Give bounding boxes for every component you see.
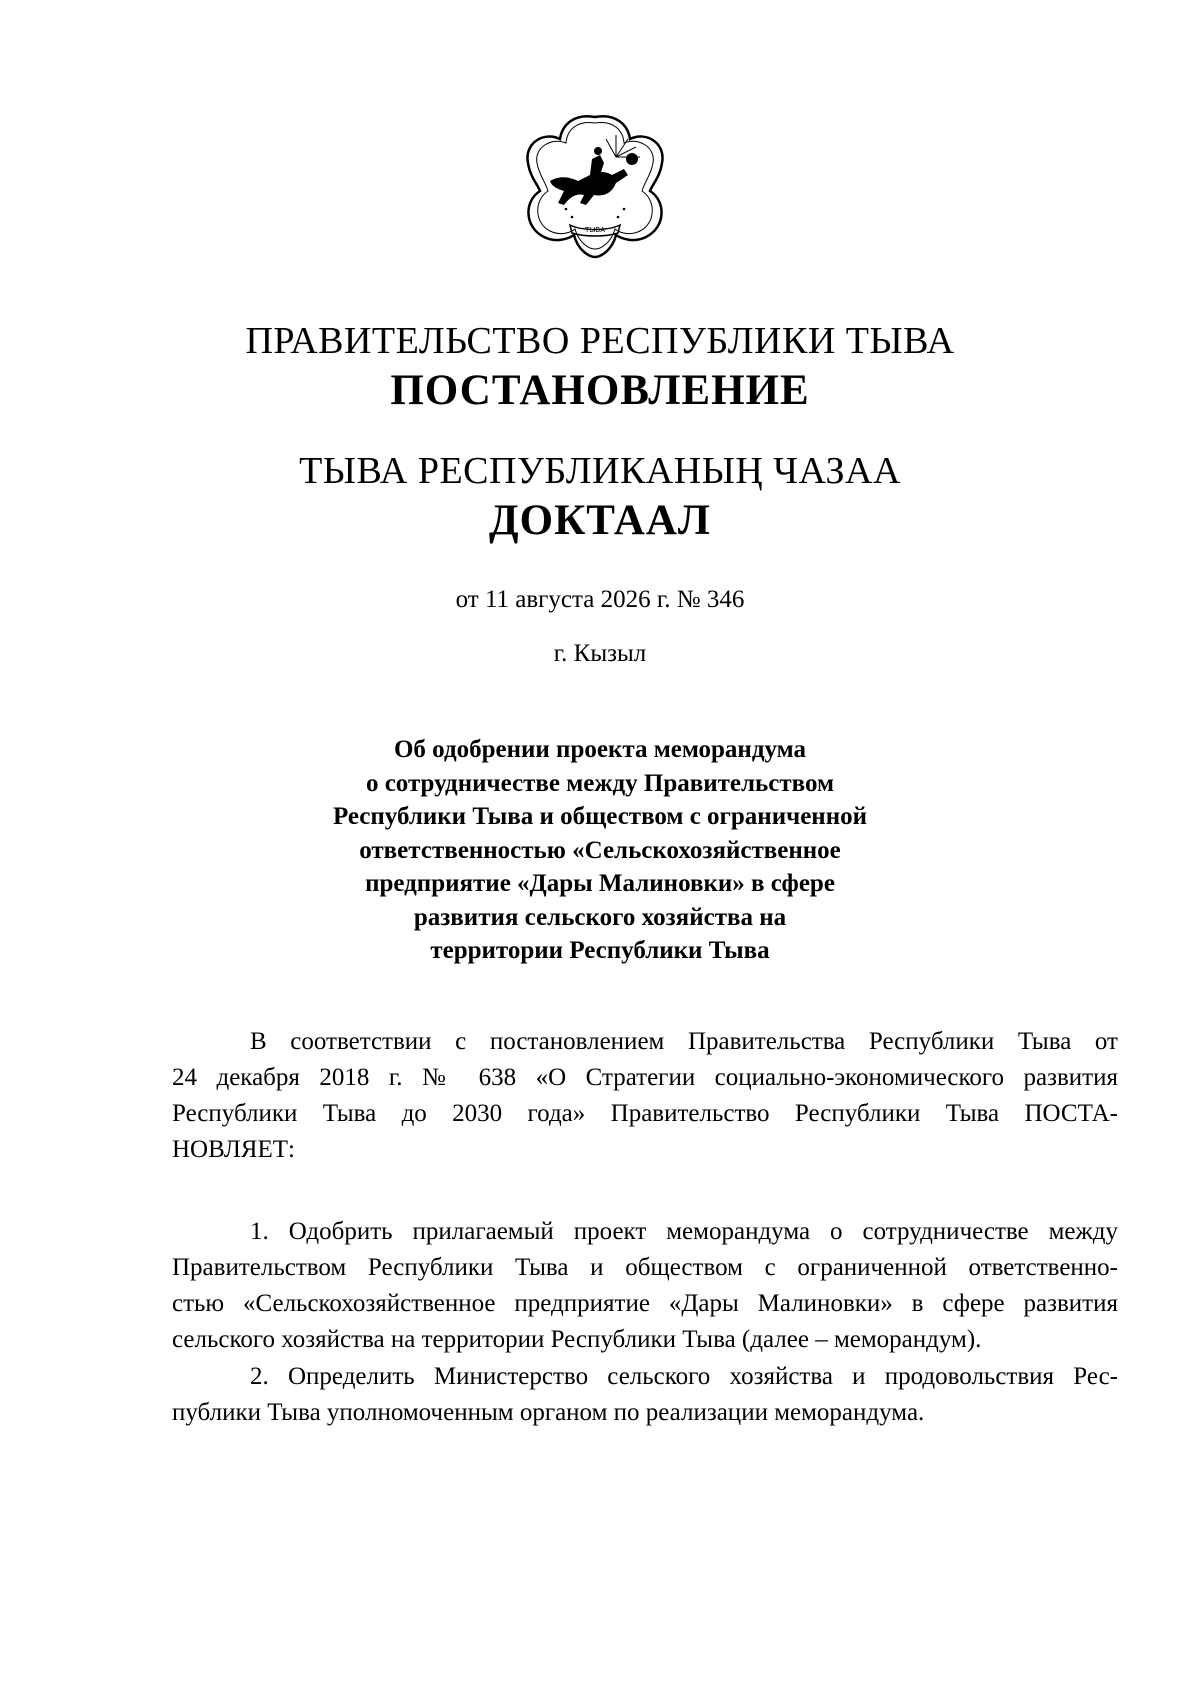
text-line: Республики Тыва до 2030 года» Правительство Республики Тыва ПОСТА- xyxy=(172,1100,1118,1127)
title-line: ответственностью «Сельскохозяйственное xyxy=(359,836,841,864)
emblem-ribbon-text: ТЫВА xyxy=(584,226,606,234)
title-line: Республики Тыва и обществом с ограниченной xyxy=(332,803,868,830)
government-name-tyv: ТЫВА РЕСПУБЛИКАНЫҢ ЧАЗАА xyxy=(299,450,901,492)
document-type-tyv: ДОКТААЛ xyxy=(489,497,711,544)
text-line: публики Тыва уполномоченным органом по реализации меморандума. xyxy=(172,1399,925,1426)
title-line: развития сельского хозяйства на xyxy=(413,903,787,931)
text-line: 2. Определить Министерство сельского хозяйства и продовольствия Рес- xyxy=(250,1363,1118,1390)
tuva-emblem xyxy=(520,105,670,261)
text-line: Правительством Республики Тыва и обществом с ограниченной ответственно- xyxy=(172,1254,1118,1281)
text-line: НОВЛЯЕТ: xyxy=(172,1136,295,1163)
clause-1-paragraph xyxy=(172,1214,1118,1358)
document-type-ru: ПОСТАНОВЛЕНИЕ xyxy=(390,367,810,414)
title-line: предприятие «Дары Малиновки» в сфере xyxy=(365,870,835,897)
title-line: о сотрудничестве между Правительством xyxy=(365,769,835,797)
clause-2-paragraph xyxy=(172,1359,1118,1431)
preamble-paragraph xyxy=(172,1024,1118,1168)
document-title xyxy=(300,733,900,968)
text-line: В соответствии с постановлением Правительства Республики Тыва от xyxy=(250,1028,1118,1055)
government-name-ru: ПРАВИТЕЛЬСТВО РЕСПУБЛИКИ ТЫВА xyxy=(245,320,955,362)
text-line: сельского хозяйства на территории Республики Тыва (далее – меморандум). xyxy=(172,1326,982,1353)
title-line: территории Республики Тыва xyxy=(430,937,770,964)
city: г. Кызыл xyxy=(553,640,647,667)
text-line: 1. Одобрить прилагаемый проект меморандума о сотрудничестве между xyxy=(250,1218,1118,1245)
text-line: стью «Сельскохозяйственное предприятие «Дары Малиновки» в сфере развития xyxy=(172,1290,1118,1317)
title-line: Об одобрении проекта меморандума xyxy=(393,736,807,763)
text-line: 24 декабря 2018 г. № 638 «О Стратегии социально-экономического развития xyxy=(172,1064,1118,1091)
date-and-number: от 11 августа 2026 г. № 346 xyxy=(455,586,745,613)
